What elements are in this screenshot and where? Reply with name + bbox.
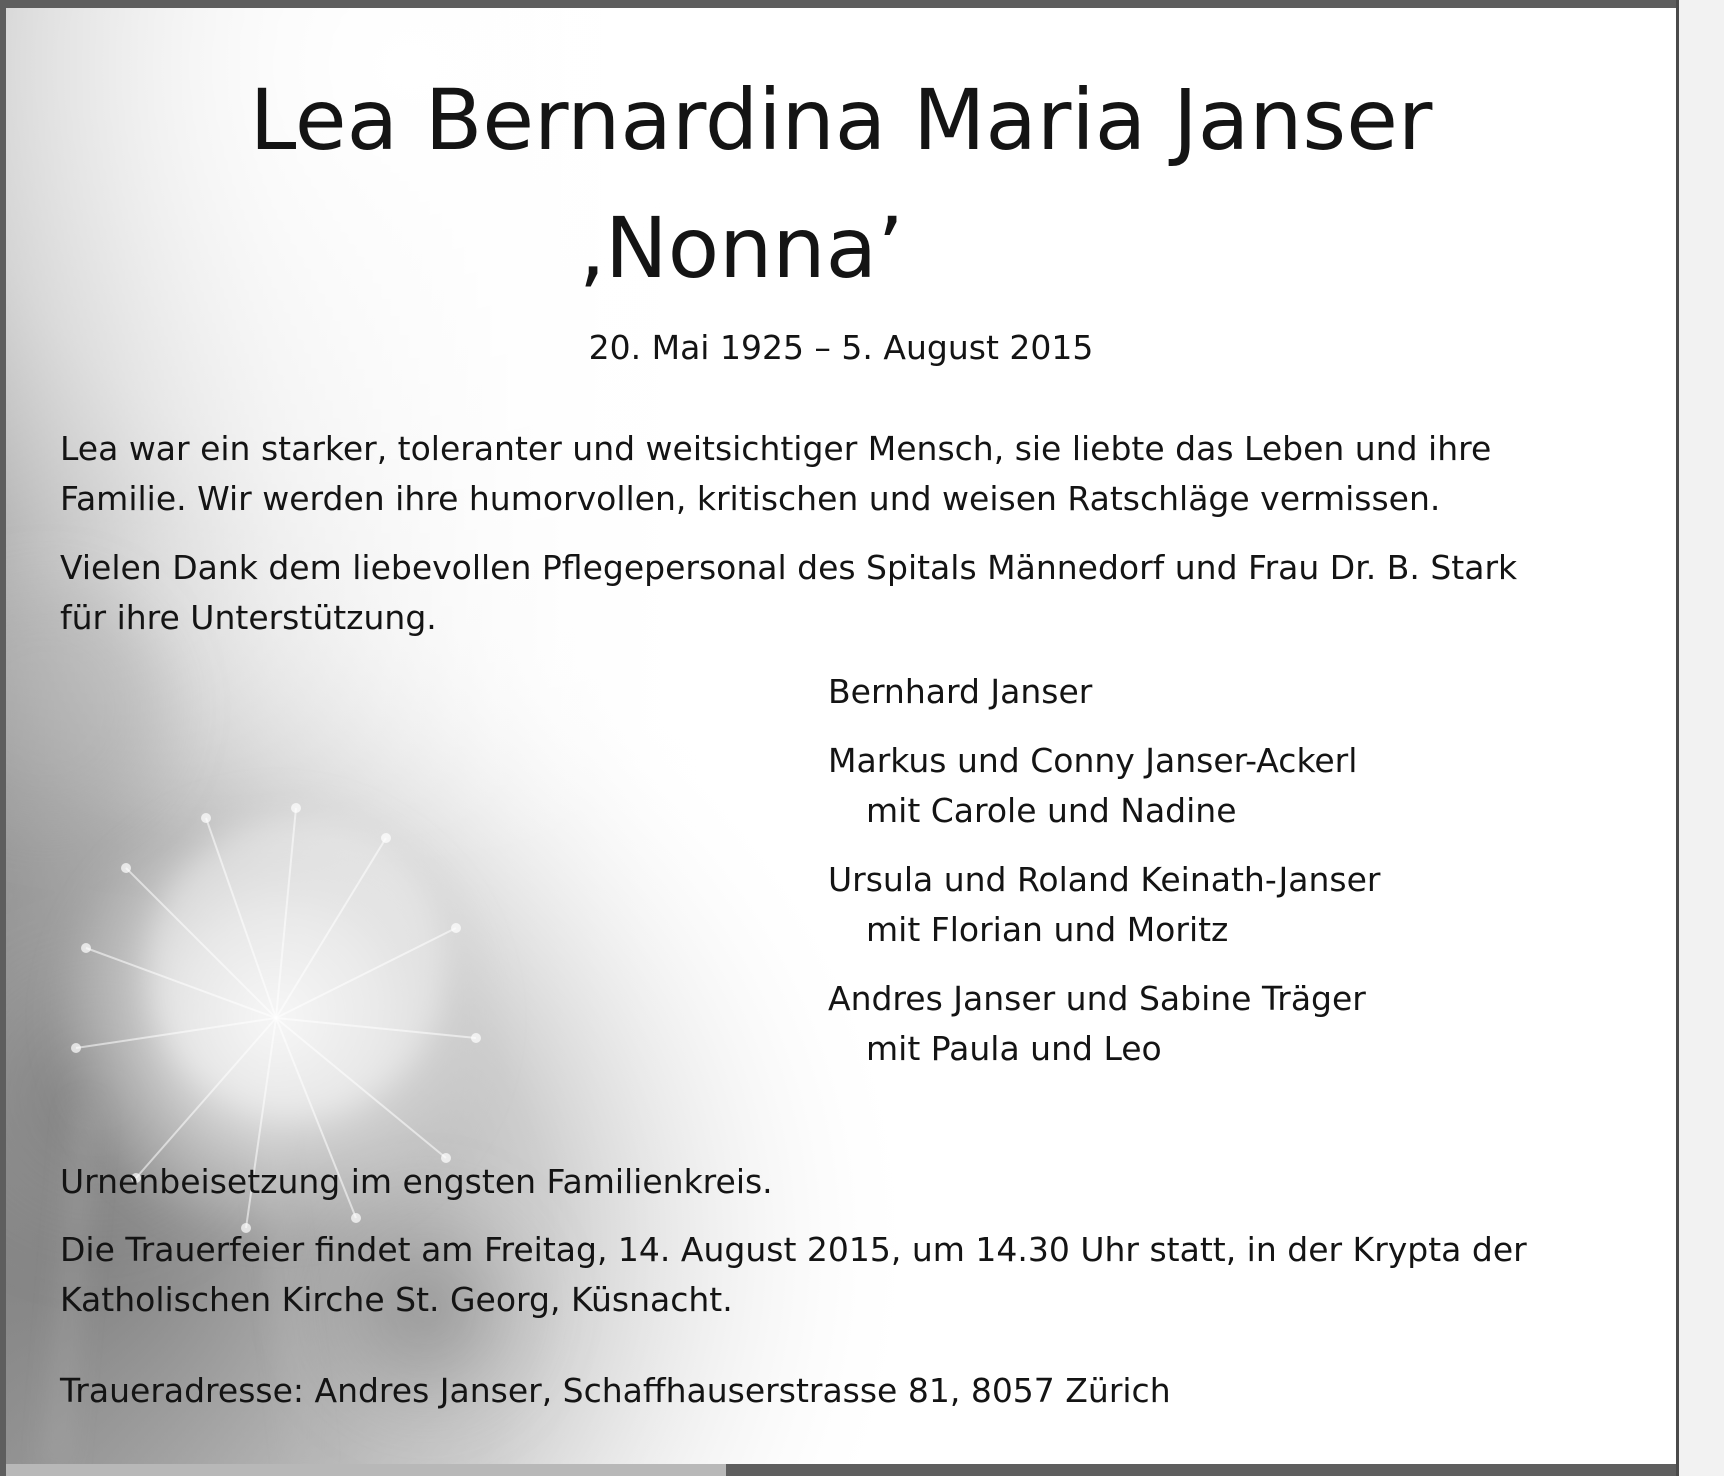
burial-note: Urnenbeisetzung im engsten Familienkreis. xyxy=(60,1162,773,1201)
ceremony-line: Katholischen Kirche St. Georg, Küsnacht. xyxy=(60,1280,733,1319)
life-dates: 20. Mai 1925 – 5. August 2015 xyxy=(588,328,1094,367)
mourner-names: Ursula und Roland Keinath-Janser xyxy=(828,860,1381,899)
mourner-names: Bernhard Janser xyxy=(828,672,1093,711)
mourner-names: Markus und Conny Janser-Ackerl xyxy=(828,741,1358,780)
mourner-names: Andres Janser und Sabine Träger xyxy=(828,979,1366,1018)
tribute-line: Lea war ein starker, toleranter und weitsichtiger Mensch, sie liebte das Leben und ihre xyxy=(60,429,1492,468)
thanks-line: Vielen Dank dem liebevollen Pflegepersonal des Spitals Männedorf und Frau Dr. B. Stark xyxy=(60,548,1518,587)
tribute-line: Familie. Wir werden ihre humorvollen, kritischen und weisen Ratschläge vermissen. xyxy=(60,479,1441,518)
obituary-card xyxy=(6,8,1676,1464)
mourner-children: mit Carole und Nadine xyxy=(866,791,1237,830)
deceased-name: Lea Bernardina Maria Janser xyxy=(249,71,1433,169)
mourning-address: Traueradresse: Andres Janser, Schaffhauserstrasse 81, 8057 Zürich xyxy=(60,1371,1171,1410)
frame-right-margin xyxy=(1676,0,1724,1476)
thanks-line: für ihre Unterstützung. xyxy=(60,598,437,637)
ceremony-line: Die Trauerfeier findet am Freitag, 14. August 2015, um 14.30 Uhr statt, in der Krypta der xyxy=(60,1230,1527,1269)
mourner-children: mit Paula und Leo xyxy=(866,1029,1162,1068)
mourner-children: mit Florian und Moritz xyxy=(866,910,1229,949)
deceased-nickname: ‚Nonna’ xyxy=(578,199,904,297)
frame-right-rule xyxy=(1676,0,1679,1476)
frame-bottom-bar xyxy=(6,1464,726,1476)
